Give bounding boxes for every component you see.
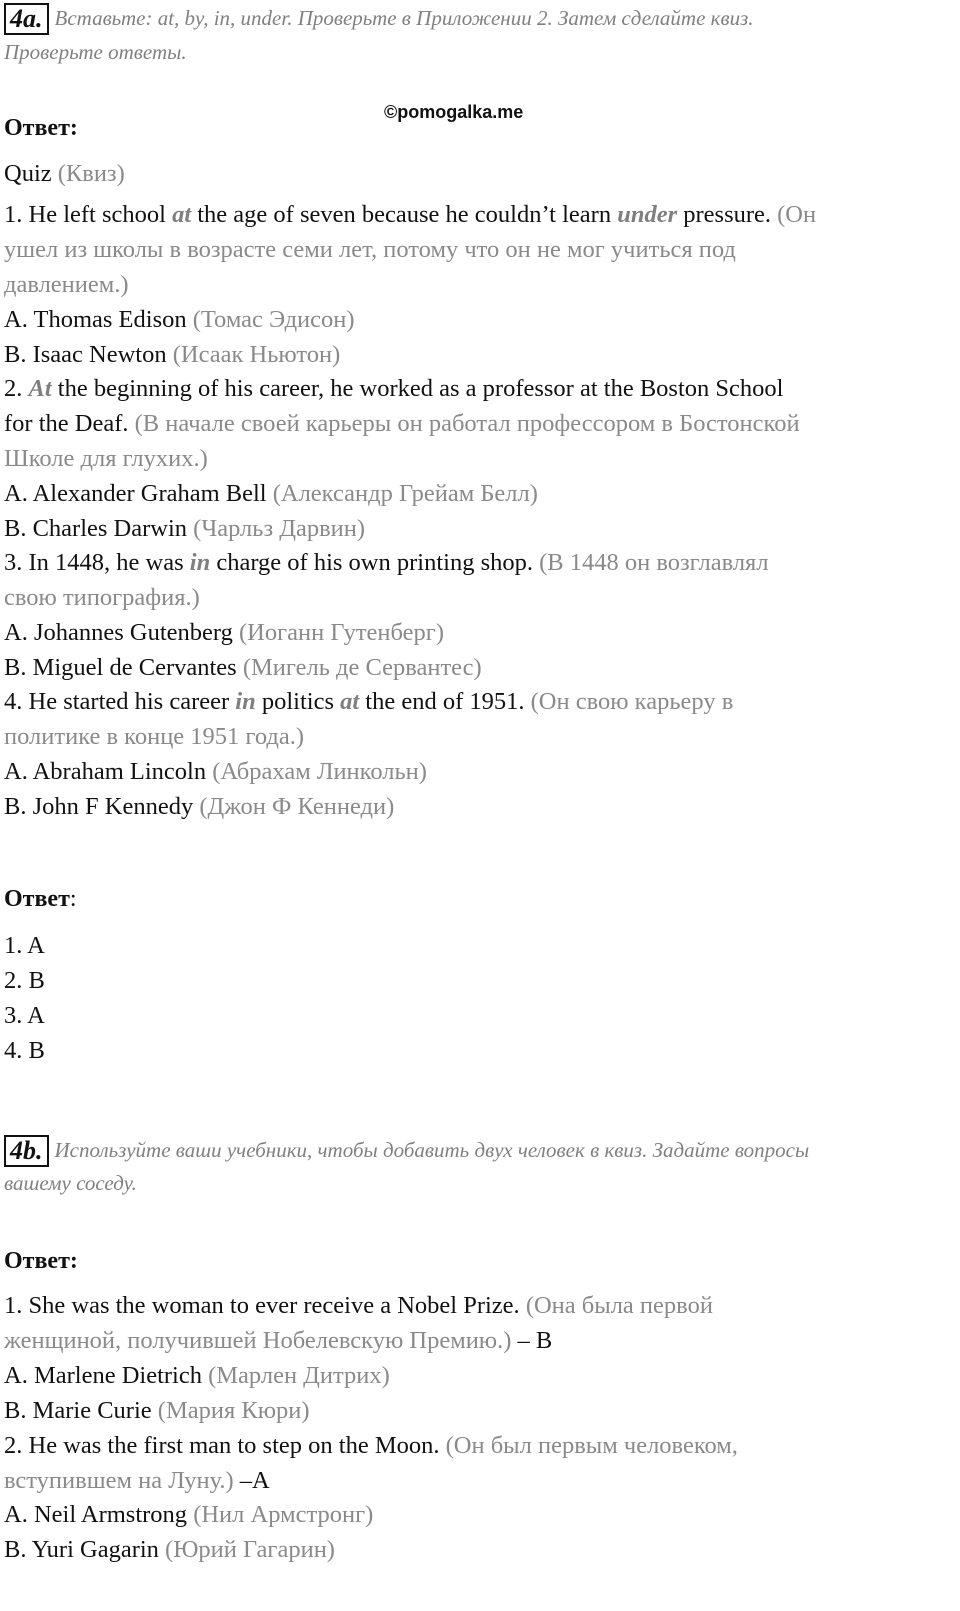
option-translation: (Нил Армстронг) — [193, 1501, 374, 1528]
option-translation: (Джон Ф Кеннеди) — [199, 793, 395, 820]
question-2-text-b: the beginning of his career, he worked as a professor at the Boston School — [51, 375, 784, 402]
question-1-keyword-2: under — [617, 201, 678, 228]
task-4a-instruction-row2 — [4, 36, 187, 68]
question-2-option-a — [4, 480, 538, 508]
question-3-translation-2: свою типография.) — [4, 584, 200, 611]
answer-4b-question-1-translation-1: (Она была первой — [525, 1292, 713, 1319]
answer-4b-question-1-text: 1. She was the woman to ever receive a Nobel Prize. — [4, 1292, 526, 1319]
task-4a-instruction-line2: Проверьте ответы. — [4, 40, 187, 64]
answers-4a-colon: : — [69, 886, 77, 912]
task-4a-instruction — [4, 2, 754, 35]
answer-4b-question-1-option-b — [4, 1397, 310, 1425]
question-4-option-a — [4, 758, 427, 786]
answer-4b-question-2-option-b — [4, 1536, 335, 1564]
question-1-option-b — [4, 341, 340, 369]
question-1-keyword-1: at — [172, 201, 192, 228]
option-translation: (Марлен Дитрих) — [208, 1362, 390, 1389]
task-4a-number: 4a. — [4, 3, 49, 35]
answer-4b-question-2-line1 — [4, 1432, 738, 1460]
option-text: B. Isaac Newton — [4, 341, 167, 368]
option-text: A. Alexander Graham Bell — [4, 480, 267, 507]
question-4-text-c: the end of 1951. — [359, 688, 531, 715]
question-1-text-c: pressure. — [677, 201, 778, 228]
answer-item: 3. A — [4, 1002, 45, 1029]
option-translation: (Томас Эдисон) — [192, 306, 355, 333]
option-text: B. John F Kennedy — [4, 793, 194, 820]
task-4b-instruction-line1: Используйте ваши учебники, чтобы добавить двух человек в квиз. Задайте вопросы — [54, 1138, 810, 1162]
answer-item: 1. A — [4, 932, 45, 959]
question-2-translation-2: Школе для глухих.) — [4, 445, 208, 472]
quiz-title: Quiz — [4, 160, 52, 187]
option-text: B. Marie Curie — [4, 1397, 152, 1424]
answer-4b-question-2-line2 — [4, 1467, 270, 1495]
option-text: B. Charles Darwin — [4, 515, 188, 542]
quiz-title-translation: (Квиз) — [57, 160, 125, 187]
answer-4b-question-1-translation-2: женщиной, получившей Нобелевскую Премию.) — [4, 1327, 512, 1354]
question-1-translation-2: ушел из школы в возрасте семи лет, потому что он не мог учиться под — [4, 236, 736, 263]
question-2-text-c: for the Deaf. — [4, 410, 135, 437]
question-4-translation-1: (Он свою карьеру в — [530, 688, 734, 715]
answer-4b-question-2-text: 2. He was the first man to step on the Moon. — [4, 1432, 446, 1459]
question-3-option-b — [4, 654, 482, 682]
question-4-text-b: politics — [255, 688, 341, 715]
question-1-text-a: 1. He left school — [4, 201, 173, 228]
question-3-translation-1: (В 1448 он возглавлял — [539, 549, 769, 576]
answer-4b-question-2-option-a — [4, 1501, 373, 1529]
option-text: A. Johannes Gutenberg — [4, 619, 233, 646]
option-text: A. Neil Armstrong — [4, 1501, 188, 1528]
answer-heading-4a: Ответ: — [4, 115, 78, 141]
answer-4b-question-2-answer: –A — [233, 1467, 270, 1494]
answer-4b-question-1-answer: – B — [511, 1327, 553, 1354]
answer-4b-question-1-line1 — [4, 1292, 713, 1320]
question-4-line1 — [4, 688, 733, 716]
answer-heading-4b: Ответ: — [4, 1248, 78, 1274]
question-3-option-a — [4, 619, 444, 647]
answer-4b-question-2-translation-1: (Он был первым человеком, — [445, 1432, 738, 1459]
question-2-line1 — [4, 375, 783, 403]
watermark: ©pomogalka.me — [384, 102, 524, 122]
question-2-text-a: 2. — [4, 375, 29, 402]
task-4a-instruction-line1: Вставьте: at, by, in, under. Проверьте в Приложении 2. Затем сделайте квиз. — [54, 6, 754, 30]
question-4-option-b — [4, 793, 394, 821]
task-4b-instruction — [4, 1134, 809, 1167]
question-3-text-b: charge of his own printing shop. — [210, 549, 540, 576]
question-1-translation-1: (Он — [777, 201, 817, 228]
option-translation: (Чарльз Дарвин) — [193, 515, 366, 542]
task-4b-instruction-line2: вашему соседу. — [4, 1171, 137, 1195]
option-translation: (Иоганн Гутенберг) — [238, 619, 445, 646]
question-4-translation-2: политике в конце 1951 года.) — [4, 723, 305, 750]
answer-item: 4. B — [4, 1037, 45, 1064]
question-3-keyword-1: in — [189, 549, 211, 576]
answers-4a-label: Ответ — [4, 886, 70, 912]
answer-item: 2. B — [4, 967, 45, 994]
option-text: B. Yuri Gagarin — [4, 1536, 159, 1563]
answer-4b-question-1-option-a — [4, 1362, 390, 1390]
question-3-line1 — [4, 549, 769, 577]
option-translation: (Исаак Ньютон) — [172, 341, 341, 368]
option-translation: (Мария Кюри) — [157, 1397, 310, 1424]
question-4-keyword-1: in — [235, 688, 256, 715]
question-2-line2 — [4, 410, 800, 438]
question-2-option-b — [4, 515, 365, 543]
task-4b-instruction-row2 — [4, 1167, 137, 1199]
option-translation: (Абрахам Линкольн) — [212, 758, 427, 785]
option-text: A. Marlene Dietrich — [4, 1362, 202, 1389]
option-text: A. Thomas Edison — [4, 306, 187, 333]
option-text: B. Miguel de Cervantes — [4, 654, 237, 681]
answer-4b-question-2-translation-2: вступившем на Луну.) — [4, 1467, 234, 1494]
question-3-text-a: 3. In 1448, he was — [4, 549, 190, 576]
option-translation: (Мигель де Сервантес) — [242, 654, 482, 681]
question-1-line1 — [4, 201, 816, 229]
question-2-translation-1: (В начале своей карьеры он работал профессором в Бостонской — [134, 410, 800, 437]
task-4b-number: 4b. — [4, 1135, 49, 1167]
question-2-keyword-1: At — [28, 375, 52, 402]
option-translation: (Александр Грейам Белл) — [272, 480, 538, 507]
question-4-text-a: 4. He started his career — [4, 688, 236, 715]
answers-4a-heading — [4, 886, 77, 913]
answer-4b-question-1-line2 — [4, 1327, 552, 1355]
quiz-title-line — [4, 160, 125, 188]
question-1-text-b: the age of seven because he couldn’t learn — [191, 201, 618, 228]
question-4-keyword-2: at — [340, 688, 360, 715]
option-text: A. Abraham Lincoln — [4, 758, 207, 785]
question-1-translation-3: давлением.) — [4, 271, 129, 298]
option-translation: (Юрий Гагарин) — [165, 1536, 335, 1563]
question-1-option-a — [4, 306, 355, 334]
